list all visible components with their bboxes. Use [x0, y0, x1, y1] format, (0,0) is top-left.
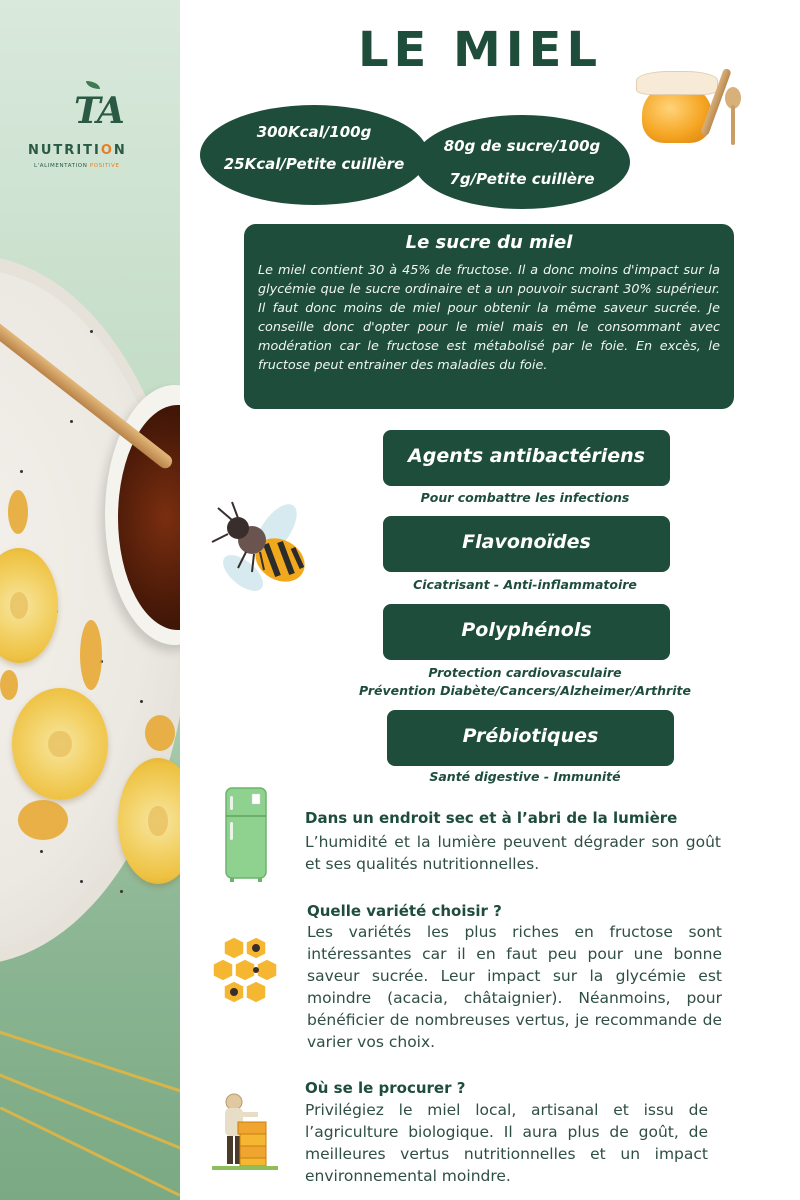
honey-drip [18, 800, 68, 840]
storage-text: L’humidité et la lumière peuvent dégrader son goût et ses qualités nutritionnelles. [305, 833, 721, 873]
benefit-polyphenols: Polyphénols [383, 604, 670, 660]
variety-text: Les variétés les plus riches en fructose sont intéressantes car il en faut peu pour une bonne saveur sucrée. Leur impact sur la glycémie est moindre (acacia, châtaignier). Néanmoins, pour bénéficier de nombreuses vertus, je recommande de varier vos choix. [307, 923, 722, 1051]
page-title: LE MIEL [357, 22, 603, 78]
leaf-icon [86, 81, 100, 89]
calories-per-100g: 300Kcal/100g [256, 123, 372, 141]
honey-drip [8, 490, 28, 534]
calories-oval [200, 105, 428, 205]
benefit-flavonoids-desc: Cicatrisant - Anti-inflammatoire [413, 577, 637, 592]
plate-speckle [70, 420, 73, 423]
benefit-prebiotics: Prébiotiques [387, 710, 674, 766]
calories-per-spoon: 25Kcal/Petite cuillère [223, 155, 405, 173]
benefit-prebiotics-desc: Santé digestive - Immunité [429, 769, 621, 784]
sugar-oval [414, 115, 630, 209]
sugar-per-spoon: 7g/Petite cuillère [449, 170, 595, 188]
plate-speckle [140, 700, 143, 703]
honey-drip [0, 670, 18, 700]
brand-logo [24, 85, 149, 175]
benefit-polyphenols-desc-1: Protection cardiovasculaire [428, 665, 622, 680]
honey-drip [145, 715, 175, 751]
plate-speckle [120, 890, 123, 893]
honeycomb-icon [210, 935, 285, 1007]
plate-speckle [80, 880, 83, 883]
storage-title: Dans un endroit sec et à l’abri de la lumière [305, 809, 678, 827]
benefit-antibacterial: Agents antibactériens [383, 430, 670, 486]
plate-speckle [90, 330, 93, 333]
sugar-section-text: Le miel contient 30 à 45% de fructose. Il a donc moins d'impact sur la glycémie que le sucre ordinaire et a un pouvoir sucrant 30% supérieur. Il faut donc moins de miel pour obtenir la même saveur sucrée. Je conseille donc d'opter pour le miel mais en le consommant avec modération car le fructose est métabolisé par le foie. En excès, le fructose peut entrainer des maladies du foie. [258, 263, 720, 373]
benefit-polyphenols-desc-2: Prévention Diabète/Cancers/Alzheimer/Arthrite [359, 683, 691, 698]
plate-speckle [20, 470, 23, 473]
honey-jar-icon [630, 65, 750, 145]
straw [0, 1106, 180, 1196]
fridge-icon [224, 786, 268, 882]
logo-tagline: L'ALIMENTATION POSITIVE [34, 163, 120, 169]
beekeeper-icon [212, 1092, 278, 1172]
sugar-section-title: Le sucre du miel [405, 232, 573, 253]
logo-initials: TA [74, 90, 123, 132]
bee-icon [208, 498, 318, 603]
straw [0, 1073, 180, 1151]
benefit-flavonoids: Flavonoïdes [383, 516, 670, 572]
source-text: Privilégiez le miel local, artisanal et issu de l’agriculture biologique. Il aura plus de goût, de meilleures vertus nutritionnelles et un impact environnemental moindre. [305, 1101, 708, 1185]
logo-wordmark: NUTRITION [28, 143, 127, 158]
plate-speckle [40, 850, 43, 853]
benefit-antibacterial-desc: Pour combattre les infections [420, 490, 630, 505]
banana-slice [12, 688, 108, 800]
source-title: Où se le procurer ? [305, 1079, 466, 1097]
food-photo-panel [0, 0, 180, 1200]
sugar-per-100g: 80g de sucre/100g [443, 137, 601, 155]
honey-drip [80, 620, 102, 690]
sugar-section [244, 224, 734, 409]
variety-title: Quelle variété choisir ? [307, 902, 502, 920]
